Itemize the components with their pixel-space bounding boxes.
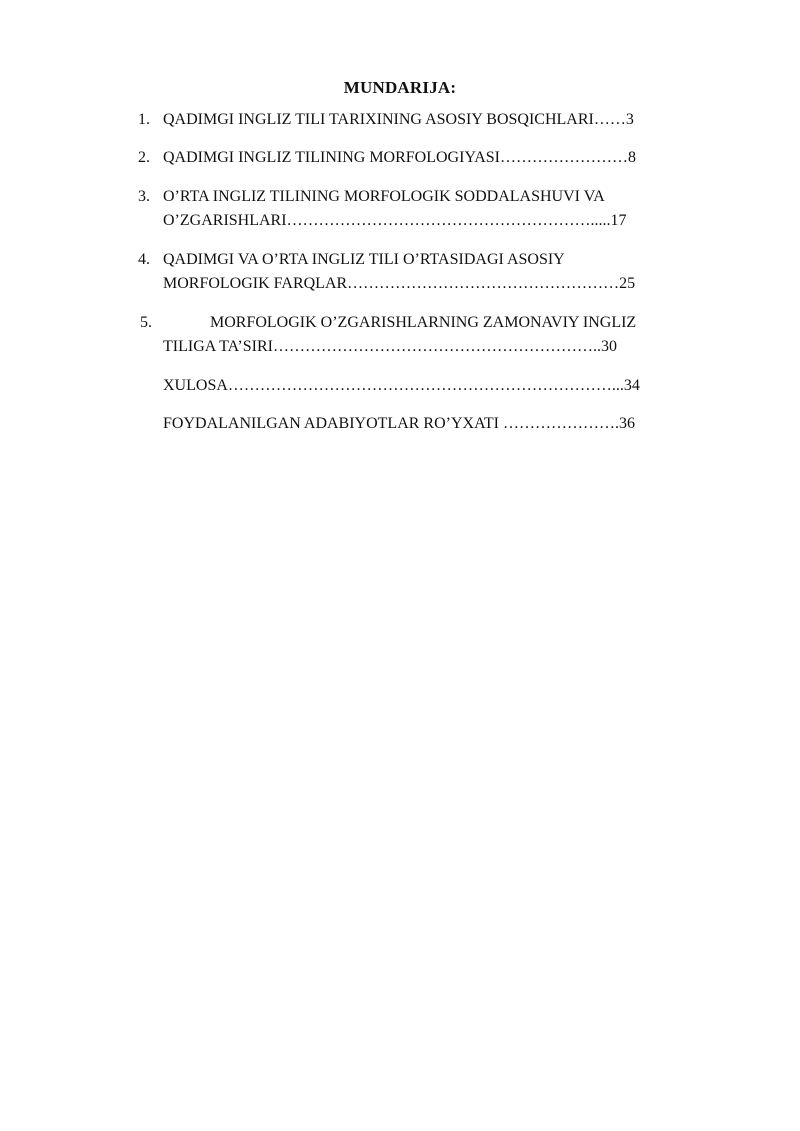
toc-entry-text: O’RTA INGLIZ TILINING MORFOLOGIK SODDALASHUVI VA [163, 188, 605, 205]
toc-entry-number: 5. [140, 314, 152, 331]
toc-entry-text: QADIMGI INGLIZ TILINING MORFOLOGIYASI……………………8 [163, 149, 636, 166]
toc-entry-text: QADIMGI INGLIZ TILI TARIXINING ASOSIY BOSQICHLARI……3 [163, 111, 634, 128]
toc-entry-number: 3. [138, 188, 150, 205]
toc-entry-text: FOYDALANILGAN ADABIYOTLAR RO’YXATI ………………….36 [163, 415, 635, 432]
toc-entry-number: 2. [138, 149, 150, 166]
toc-entry-number: 1. [138, 111, 150, 128]
toc-entry-text: XULOSA………………………………………………………………...34 [163, 377, 640, 394]
page-title: MUNDARIJA: [343, 78, 457, 97]
toc-entry-text-continued: O’ZGARISHLARI………………………………………………….....17 [163, 212, 627, 229]
toc-entry-text: QADIMGI VA O’RTA INGLIZ TILI O’RTASIDAGI ASOSIY [163, 251, 565, 268]
toc-entry-text-continued: MORFOLOGIK FARQLAR……………………………………………25 [163, 275, 636, 292]
toc-entry-text: MORFOLOGIK O’ZGARISHLARNING ZAMONAVIY INGLIZ [210, 314, 637, 331]
toc-entry-number: 4. [138, 251, 150, 268]
toc-entry-text-continued: TILIGA TA’SIRI……………………………………………………..30 [163, 338, 617, 355]
